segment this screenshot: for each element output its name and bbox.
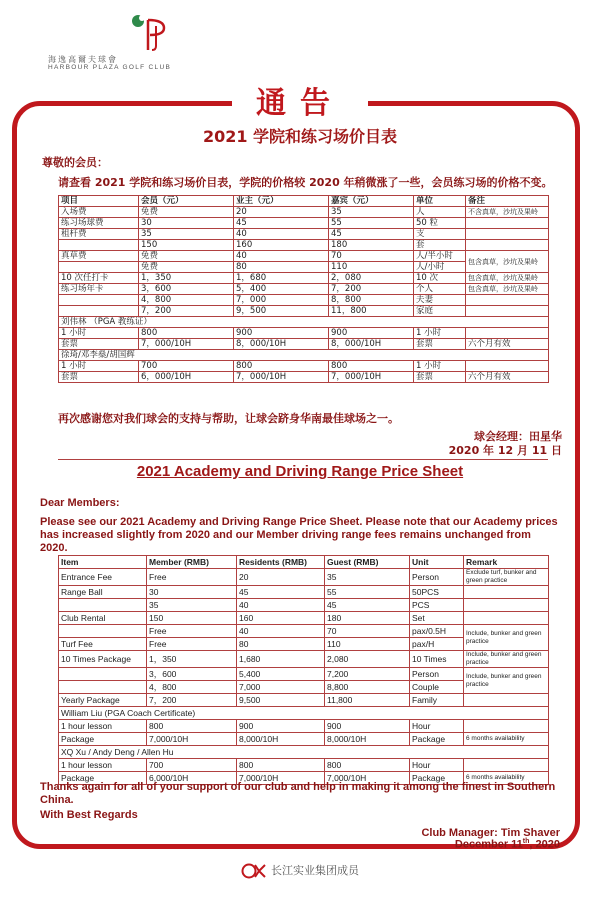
table-cell: 11，800	[329, 306, 414, 317]
table-row	[59, 339, 549, 350]
notice-title: 通告	[232, 84, 368, 124]
table-cell: 45	[325, 599, 410, 612]
table-cell: 套票	[59, 372, 139, 383]
table-cell: 40	[237, 625, 325, 638]
table-row	[59, 251, 549, 262]
table-row	[59, 733, 549, 746]
table-cell: 租杆费	[59, 229, 139, 240]
table-cell: Free	[147, 625, 237, 638]
table-cell: 免费	[139, 262, 234, 273]
table-row	[59, 317, 549, 328]
table-row	[59, 207, 549, 218]
table-cell: 1，350	[147, 651, 237, 668]
table-cell	[59, 262, 139, 273]
cn-intro: 请查看 2021 学院和练习场价目表，学院的价格较 2020 年稍微涨了一些，会员练习场的价格不变。	[58, 176, 553, 189]
section-divider	[58, 459, 548, 460]
table-cell: 练习场球费	[59, 218, 139, 229]
table-row	[59, 707, 549, 720]
table-cell	[466, 328, 549, 339]
table-cell: 55	[325, 586, 410, 599]
table-header: Remark	[464, 556, 549, 569]
table-row	[59, 759, 549, 772]
table-cell: 8，800	[329, 295, 414, 306]
club-logo	[38, 12, 188, 70]
table-row	[59, 218, 549, 229]
coach-heading: XQ Xu / Andy Deng / Allen Hu	[59, 746, 549, 759]
logo-english-name: HARBOUR PLAZA GOLF CLUB	[48, 64, 172, 71]
table-cell: 1，350	[139, 273, 234, 284]
table-header: 会员（元）	[139, 196, 234, 207]
table-cell: 7,200	[325, 668, 410, 681]
cn-greeting: 尊敬的会员：	[42, 156, 108, 169]
table-cell: 4，800	[147, 681, 237, 694]
table-cell: 包含真草，沙坑及果岭	[466, 251, 549, 273]
table-cell: 8，000/10H	[234, 339, 329, 350]
table-cell: 个人	[414, 284, 466, 295]
table-cell: 5,400	[237, 668, 325, 681]
table-cell: 80	[237, 638, 325, 651]
table-cell: 1 小时	[59, 361, 139, 372]
en-date-suffix: th	[522, 838, 530, 845]
table-cell: 1 小时	[59, 328, 139, 339]
table-cell: 7,000/10H	[237, 772, 325, 785]
table-cell: 家庭	[414, 306, 466, 317]
en-date	[455, 838, 560, 851]
table-cell: 80	[234, 262, 329, 273]
table-cell: 套票	[414, 339, 466, 350]
table-cell: 70	[325, 625, 410, 638]
table-cell: 900	[234, 328, 329, 339]
table-cell: Club Rental	[59, 612, 147, 625]
table-header: 业主（元）	[234, 196, 329, 207]
table-row	[59, 372, 549, 383]
footer-text: 长江实业集团成员	[271, 864, 359, 877]
table-row	[59, 229, 549, 240]
table-cell: Entrance Fee	[59, 569, 147, 586]
table-cell: 40	[237, 599, 325, 612]
table-cell: Package	[410, 772, 464, 785]
table-cell	[59, 599, 147, 612]
table-cell: 35	[147, 599, 237, 612]
en-price-sheet-title: 2021 Academy and Driving Range Price Sheet	[136, 463, 464, 480]
table-cell: 40	[234, 229, 329, 240]
cn-price-table	[58, 195, 549, 383]
table-cell: Exclude turf, bunker and green practice	[464, 569, 549, 586]
table-row	[59, 240, 549, 251]
table-cell: 4，800	[139, 295, 234, 306]
table-cell: 7,000	[237, 681, 325, 694]
table-cell: 10 Times Package	[59, 651, 147, 668]
en-price-table	[58, 555, 549, 785]
table-row	[59, 694, 549, 707]
table-cell: 110	[325, 638, 410, 651]
table-cell: 900	[329, 328, 414, 339]
table-cell: 7，200	[147, 694, 237, 707]
table-cell: 150	[139, 240, 234, 251]
table-cell	[464, 599, 549, 612]
table-cell	[59, 681, 147, 694]
table-row	[59, 612, 549, 625]
table-cell: 1 hour lesson	[59, 759, 147, 772]
table-cell: 2,080	[325, 651, 410, 668]
table-cell: Include, bunker and green practice	[464, 668, 549, 694]
cn-manager: 球会经理：田星华	[474, 430, 562, 443]
table-cell: 7，200	[329, 284, 414, 295]
table-cell: 50 粒	[414, 218, 466, 229]
table-cell	[59, 295, 139, 306]
table-cell	[59, 240, 139, 251]
cn-thanks: 再次感谢您对我们球会的支持与帮助，让球会跻身华南最佳球场之一。	[58, 412, 399, 425]
table-cell: 套票	[414, 372, 466, 383]
table-row	[59, 306, 549, 317]
table-cell: 9,500	[237, 694, 325, 707]
en-thanks: Thanks again for all of your support of our club and help in making it among the finest in Southern China.	[40, 781, 556, 806]
table-cell: 免费	[139, 251, 234, 262]
table-cell: 50PCS	[410, 586, 464, 599]
table-cell	[59, 668, 147, 681]
table-cell: 700	[147, 759, 237, 772]
table-cell: 160	[237, 612, 325, 625]
table-cell: Package	[59, 733, 147, 746]
table-cell: 3，600	[139, 284, 234, 295]
table-cell: Yearly Package	[59, 694, 147, 707]
table-cell: Package	[410, 733, 464, 746]
table-cell: Couple	[410, 681, 464, 694]
table-cell	[466, 295, 549, 306]
table-cell: 2，080	[329, 273, 414, 284]
table-cell: 夫妻	[414, 295, 466, 306]
table-row	[59, 295, 549, 306]
table-cell: Free	[147, 638, 237, 651]
table-cell: 支	[414, 229, 466, 240]
table-cell: 800	[237, 759, 325, 772]
cn-price-sheet-title: 2021 学院和练习场价目表	[202, 127, 398, 146]
table-cell	[59, 306, 139, 317]
table-header: Residents (RMB)	[237, 556, 325, 569]
table-cell	[464, 612, 549, 625]
table-cell: Range Ball	[59, 586, 147, 599]
table-cell: 900	[237, 720, 325, 733]
table-cell: 35	[325, 569, 410, 586]
table-cell: Include, bunker and green practice	[464, 625, 549, 651]
table-cell: 800	[147, 720, 237, 733]
table-cell	[466, 229, 549, 240]
table-cell: 35	[139, 229, 234, 240]
table-cell: 800	[139, 328, 234, 339]
table-cell: 练习场年卡	[59, 284, 139, 295]
table-cell: 55	[329, 218, 414, 229]
table-cell: 40	[234, 251, 329, 262]
en-date-year: , 2020	[529, 838, 560, 851]
table-cell: 1 小时	[414, 361, 466, 372]
table-cell: 1,680	[237, 651, 325, 668]
table-cell: 8,000/10H	[237, 733, 325, 746]
table-cell: 1 小时	[414, 328, 466, 339]
table-header-row	[59, 556, 549, 569]
table-cell	[466, 361, 549, 372]
table-cell: 7，000/10H	[139, 339, 234, 350]
table-cell: Hour	[410, 759, 464, 772]
table-header: 备注	[466, 196, 549, 207]
table-cell	[464, 586, 549, 599]
table-cell: 45	[234, 218, 329, 229]
table-cell	[464, 759, 549, 772]
table-cell: 6，000/10H	[139, 372, 234, 383]
table-cell	[466, 240, 549, 251]
table-cell: 7，000	[234, 295, 329, 306]
table-cell: Include, bunker and green practice	[464, 651, 549, 668]
table-row	[59, 284, 549, 295]
table-cell: 人/小时	[414, 262, 466, 273]
table-cell: 10 次	[414, 273, 466, 284]
table-cell: 人	[414, 207, 466, 218]
table-cell: 6,000/10H	[147, 772, 237, 785]
coach-heading: 刘伟林 （PGA 教练证）	[59, 317, 549, 328]
table-cell: 180	[329, 240, 414, 251]
table-cell: 六个月有效	[466, 339, 549, 350]
table-cell: 7，000/10H	[329, 372, 414, 383]
table-cell: PCS	[410, 599, 464, 612]
table-cell	[466, 218, 549, 229]
table-cell	[464, 720, 549, 733]
table-row	[59, 273, 549, 284]
table-row	[59, 746, 549, 759]
table-row	[59, 586, 549, 599]
table-cell: 110	[329, 262, 414, 273]
table-cell: 45	[237, 586, 325, 599]
table-cell: 7,000/10H	[325, 772, 410, 785]
table-cell: 8，000/10H	[329, 339, 414, 350]
table-row	[59, 569, 549, 586]
table-cell: 9，500	[234, 306, 329, 317]
table-cell: 5，400	[234, 284, 329, 295]
en-date-main: December 11	[454, 838, 523, 851]
table-cell: 160	[234, 240, 329, 251]
table-cell: 7,000/10H	[147, 733, 237, 746]
en-greeting: Dear Members:	[40, 497, 120, 509]
table-cell: 真草费	[59, 251, 139, 262]
table-cell: 7，000/10H	[234, 372, 329, 383]
table-cell: 800	[234, 361, 329, 372]
table-cell: pax/H	[410, 638, 464, 651]
table-cell	[59, 625, 147, 638]
table-cell: 20	[234, 207, 329, 218]
table-cell: 10 次任打卡	[59, 273, 139, 284]
table-cell: 套	[414, 240, 466, 251]
table-cell: Free	[147, 569, 237, 586]
table-cell: 免费	[139, 207, 234, 218]
table-cell: Person	[410, 668, 464, 681]
table-cell: Set	[410, 612, 464, 625]
table-cell: 800	[325, 759, 410, 772]
table-cell: 8,800	[325, 681, 410, 694]
en-regards: With Best Regards	[40, 809, 138, 821]
table-cell: 套票	[59, 339, 139, 350]
table-cell: 150	[147, 612, 237, 625]
en-manager: Club Manager: Tim Shaver	[421, 827, 560, 839]
table-header: 单位	[414, 196, 466, 207]
table-cell: 1，680	[234, 273, 329, 284]
table-cell: 30	[147, 586, 237, 599]
table-header-row	[59, 196, 549, 207]
table-cell: 六个月有效	[466, 372, 549, 383]
ck-group-logo-icon	[241, 863, 267, 879]
table-header: Member (RMB)	[147, 556, 237, 569]
table-header: Guest (RMB)	[325, 556, 410, 569]
table-row	[59, 720, 549, 733]
table-cell: 3，600	[147, 668, 237, 681]
table-cell: Package	[59, 772, 147, 785]
table-row	[59, 599, 549, 612]
table-cell: 1 hour lesson	[59, 720, 147, 733]
table-cell: 10 Times	[410, 651, 464, 668]
table-cell: 不含真草，沙坑及果岭	[466, 207, 549, 218]
logo-chinese-name: 海逸高爾夫球會	[48, 55, 118, 64]
table-cell: 11,800	[325, 694, 410, 707]
table-cell: 180	[325, 612, 410, 625]
table-cell: 包含真草，沙坑及果岭	[466, 273, 549, 284]
table-cell: 70	[329, 251, 414, 262]
coach-heading: William Liu (PGA Coach Certificate)	[59, 707, 549, 720]
table-row	[59, 350, 549, 361]
table-row	[59, 668, 549, 681]
table-cell: 包含真草，沙坑及果岭	[466, 284, 549, 295]
table-row	[59, 328, 549, 339]
table-cell: 800	[329, 361, 414, 372]
golf-club-logo-icon	[130, 12, 170, 52]
table-cell: Person	[410, 569, 464, 586]
table-cell	[466, 306, 549, 317]
table-cell: 30	[139, 218, 234, 229]
table-row	[59, 625, 549, 638]
table-cell: 人/半小时	[414, 251, 466, 262]
table-cell: Hour	[410, 720, 464, 733]
table-header: Item	[59, 556, 147, 569]
cn-date: 2020 年 12 月 11 日	[448, 444, 562, 457]
table-header: 嘉宾（元）	[329, 196, 414, 207]
table-cell	[464, 694, 549, 707]
table-cell: pax/0.5H	[410, 625, 464, 638]
table-cell: 7，200	[139, 306, 234, 317]
footer	[0, 862, 600, 879]
coach-heading: 徐琦/邓李燊/胡国辉	[59, 350, 549, 361]
table-header: Unit	[410, 556, 464, 569]
table-cell: 6 months availability	[464, 733, 549, 746]
table-row	[59, 361, 549, 372]
table-cell: 20	[237, 569, 325, 586]
table-header: 项目	[59, 196, 139, 207]
table-cell: 45	[329, 229, 414, 240]
en-intro: Please see our 2021 Academy and Driving Range Price Sheet. Please note that our Academy prices has increased slightly from 2020 and our Member driving range fees remains unchanged from 2020.	[40, 516, 558, 554]
table-cell: 900	[325, 720, 410, 733]
table-cell: Family	[410, 694, 464, 707]
table-cell: Turf Fee	[59, 638, 147, 651]
table-cell: 35	[329, 207, 414, 218]
table-row	[59, 651, 549, 668]
table-cell: 8,000/10H	[325, 733, 410, 746]
table-cell: 6 months availability	[464, 772, 549, 785]
table-cell: 700	[139, 361, 234, 372]
table-cell: 入场费	[59, 207, 139, 218]
